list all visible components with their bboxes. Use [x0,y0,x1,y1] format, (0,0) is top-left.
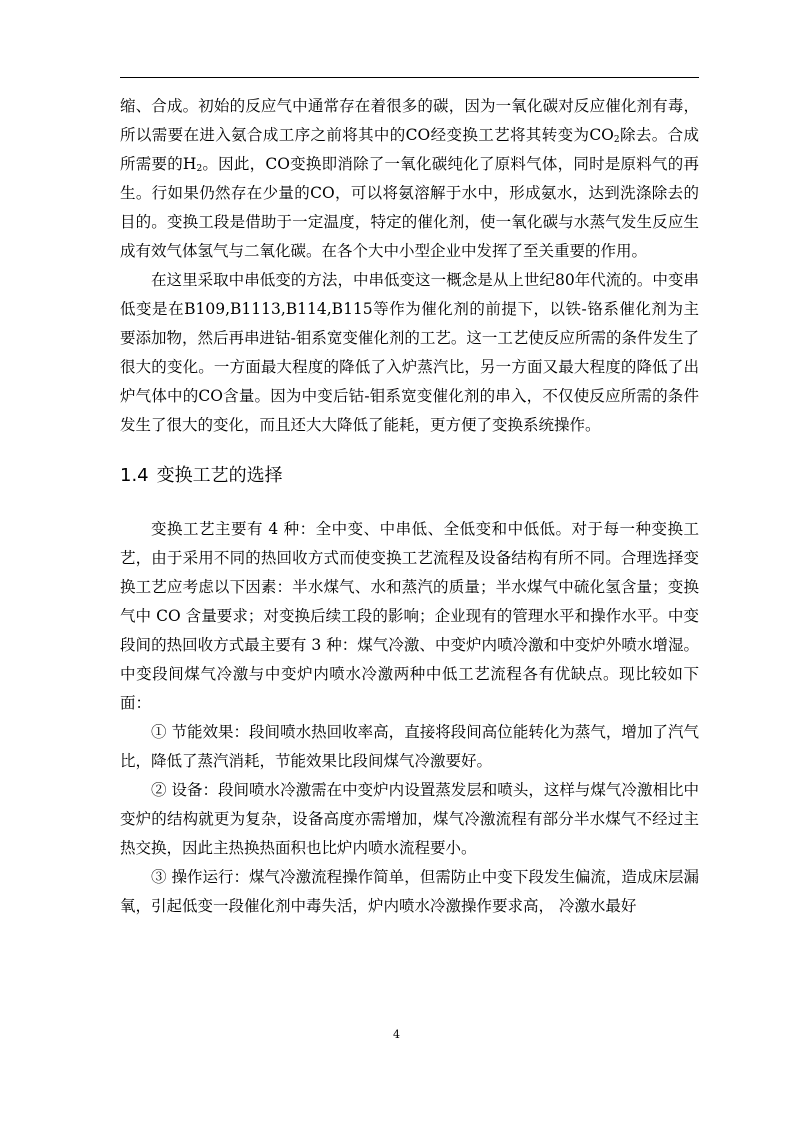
intro-text-part1: 缩、合成。初始的反应气中通常存在着很多的碳，因为一氧化碳对反应催化剂有毒，所以需要在进入氨合成工序之前将其中的CO经变换工艺将其转变为CO [120,97,699,144]
section-heading [120,462,699,490]
co2-subscript: 2 [613,135,620,145]
body-paragraph-low-shift: 在这里采取中串低变的方法，中串低变这一概念是从上世纪80年代流的。中变串低变是在B109,B1113,B114,B115等作为催化剂的前提下，以铁-铬系催化剂为主要添加物，然后再串进钴-钼系宽变催化剂的工艺。这一工艺使反应所需的条件发生了很大的变化。一方面最大程度的降低了入炉蒸汽比，另一方面又最大程度的降低了出炉气体中的CO含量。因为中变后钴-钼系宽变催化剂的串入，不仅使反应所需的条件发生了很大的变化，而且还大大降低了能耗，更方便了变换系统操作。 [120,271,699,434]
list-item-energy-saving: ① 节能效果：段间喷水热回收率高，直接将段间高位能转化为蒸气，增加了汽气比，降低了蒸汽消耗，节能效果比段间煤气冷激要好。 [120,723,699,770]
body-paragraph-process-selection: 变换工艺主要有 4 种：全中变、中串低、全低变和中低低。对于每一种变换工艺，由于采用不同的热回收方式而使变换工艺流程及设备结构有所不同。合理选择变换工艺应考虑以下因素：半水煤气、水和蒸汽的质量；半水煤气中硫化氢含量；变换气中 CO 含量要求；对变换后续工段的影响；企业现有的管理水平和操作水平。中变段间的热回收方式最主要有 3 种：煤气冷激、中变炉内喷冷激和中变炉外喷水增湿。中变段间煤气冷激与中变炉内喷水冷激两种中低工艺流程各有优缺点。现比较如下面： [120,520,699,712]
page-number: 4 [393,1028,400,1041]
section-title: 变换工艺的选择 [156,465,283,486]
intro-text-part2: 除去。合成所需要的H [120,126,699,173]
h2-subscript: 2 [196,164,203,174]
intro-paragraph [120,92,699,266]
section-number: 1.4 [120,465,149,486]
header-rule [120,77,699,78]
list-item-operation: ③ 操作运行：煤气冷激流程操作简单，但需防止中变下段发生偏流，造成床层漏氧，引起低变一段催化剂中毒失活，炉内喷水冷激操作要求高， 冷激水最好 [120,868,699,915]
list-item-equipment: ② 设备：段间喷水冷激需在中变炉内设置蒸发层和喷头，这样与煤气冷激相比中变炉的结构就更为复杂，设备高度亦需增加，煤气冷激流程有部分半水煤气不经过主热交换，因此主热换热面积也比炉内喷水流程要小。 [120,781,699,857]
page-body [120,92,699,921]
intro-text-part3: 。因此，CO变换即消除了一氧化碳纯化了原料气体，同时是原料气的再生。行如果仍然存在少量的CO，可以将氨溶解于水中，形成氨水，达到洗涤除去的目的。变换工段是借助于一定温度，特定的催化剂，使一氧化碳与水蒸气发生反应生成有效气体氢气与二氧化碳。在各个大中小型企业中发挥了至关重要的作用。 [120,155,699,260]
